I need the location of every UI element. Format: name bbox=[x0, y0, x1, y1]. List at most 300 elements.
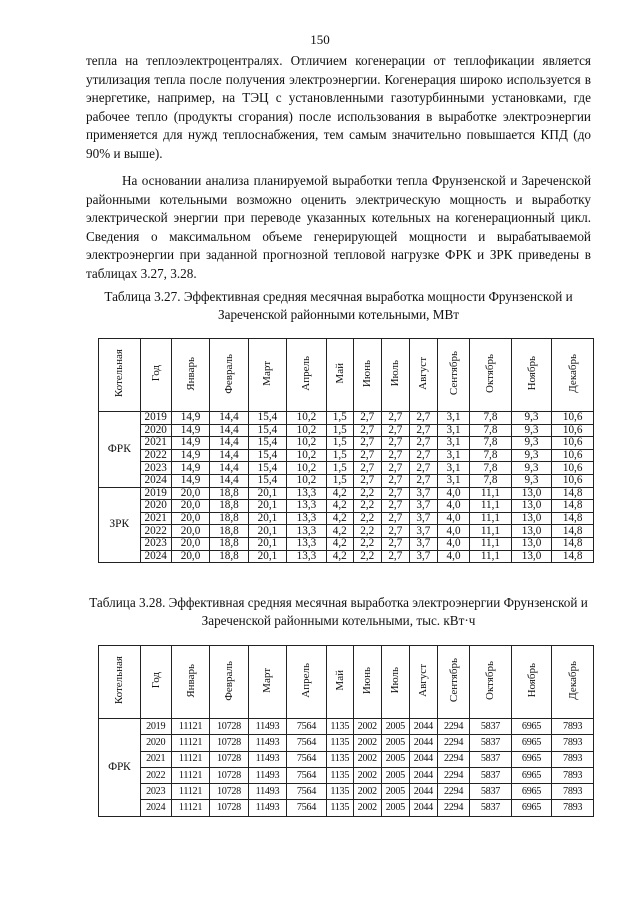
value-cell: 14,4 bbox=[210, 474, 248, 487]
table-3-27-caption: Таблица 3.27. Эффективная средняя месячная выработка мощности Фрунзенской и Зареченской районными котельными, МВт bbox=[104, 289, 573, 322]
value-cell: 20,1 bbox=[248, 525, 286, 538]
value-cell: 1135 bbox=[326, 784, 353, 800]
value-cell: 4,0 bbox=[437, 525, 469, 538]
value-cell: 7,8 bbox=[470, 437, 512, 450]
value-cell: 2,7 bbox=[409, 412, 437, 425]
value-cell: 2,7 bbox=[381, 462, 409, 475]
value-cell: 2044 bbox=[409, 800, 437, 816]
table-row bbox=[99, 735, 594, 751]
value-cell: 1135 bbox=[326, 800, 353, 816]
value-cell: 11,1 bbox=[470, 500, 512, 513]
year-cell: 2024 bbox=[140, 550, 171, 563]
paragraph-cogeneration: тепла на теплоэлектроцентралях. Отличием когенерации от теплофикации является утилизация тепла после получения электроэнергии. Когенерация широко используется в энергетике, например, на ТЭЦ с установленными газотурбинными установками, где рабочее тепло (продукты сгорания) после использования в выработке электроэнергии применяется для нужд теплоснабжения, тем самым значительно повышается КПД (до 90% и выше). bbox=[86, 53, 591, 161]
value-cell: 14,8 bbox=[552, 512, 594, 525]
column-header bbox=[437, 339, 469, 412]
value-cell: 11493 bbox=[248, 751, 286, 767]
value-cell: 14,8 bbox=[552, 525, 594, 538]
boiler-group-label: ФРК bbox=[99, 412, 141, 488]
value-cell: 5837 bbox=[470, 751, 512, 767]
value-cell: 2,7 bbox=[381, 525, 409, 538]
value-cell: 2044 bbox=[409, 751, 437, 767]
value-cell: 2,7 bbox=[353, 449, 381, 462]
value-cell: 10,2 bbox=[287, 437, 327, 450]
value-cell: 2,7 bbox=[409, 449, 437, 462]
column-header-label: Февраль bbox=[222, 353, 235, 394]
year-cell: 2020 bbox=[140, 735, 171, 751]
value-cell: 2002 bbox=[353, 800, 381, 816]
value-cell: 6965 bbox=[511, 735, 552, 751]
value-cell: 4,2 bbox=[326, 512, 353, 525]
value-cell: 2,2 bbox=[353, 537, 381, 550]
column-header-label: Март bbox=[261, 361, 274, 386]
year-cell: 2023 bbox=[140, 537, 171, 550]
value-cell: 2,2 bbox=[353, 487, 381, 500]
value-cell: 10728 bbox=[210, 784, 248, 800]
page-number: 150 bbox=[310, 32, 330, 47]
column-header bbox=[552, 646, 594, 719]
value-cell: 2,2 bbox=[353, 500, 381, 513]
value-cell: 14,8 bbox=[552, 500, 594, 513]
column-header-label: Декабрь bbox=[566, 354, 579, 393]
value-cell: 10,6 bbox=[552, 462, 594, 475]
table-row bbox=[99, 512, 594, 525]
value-cell: 10728 bbox=[210, 719, 248, 735]
value-cell: 20,0 bbox=[171, 500, 209, 513]
paragraph-analysis: На основании анализа планируемой выработки тепла Фрунзенской и Зареченской районными котельными возможно оценить электрическую мощность и выработку электрической энергии при переводе указанных котельных на когенерационный цикл. Сведения о максимальном объеме генерирующей мощности и вырабатываемой электроэнергии при заданной прогнозной тепловой нагрузке ФРК и ЗРК приведены в таблицах 3.27, 3.28. bbox=[86, 173, 591, 281]
column-header bbox=[99, 339, 141, 412]
column-header bbox=[470, 339, 512, 412]
value-cell: 13,3 bbox=[287, 500, 327, 513]
value-cell: 5837 bbox=[470, 719, 512, 735]
value-cell: 4,0 bbox=[437, 537, 469, 550]
value-cell: 5837 bbox=[470, 767, 512, 783]
value-cell: 18,8 bbox=[210, 550, 248, 563]
value-cell: 2,7 bbox=[381, 550, 409, 563]
table-row bbox=[99, 784, 594, 800]
value-cell: 3,7 bbox=[409, 500, 437, 513]
value-cell: 2,2 bbox=[353, 512, 381, 525]
column-header-label: Апрель bbox=[300, 663, 313, 698]
value-cell: 4,2 bbox=[326, 500, 353, 513]
value-cell: 13,0 bbox=[511, 525, 552, 538]
value-cell: 1135 bbox=[326, 767, 353, 783]
column-header bbox=[210, 646, 248, 719]
column-header bbox=[381, 646, 409, 719]
value-cell: 1,5 bbox=[326, 412, 353, 425]
table-row bbox=[99, 412, 594, 425]
table-row bbox=[99, 537, 594, 550]
year-cell: 2021 bbox=[140, 512, 171, 525]
column-header bbox=[248, 646, 286, 719]
value-cell: 2002 bbox=[353, 751, 381, 767]
column-header bbox=[287, 339, 327, 412]
value-cell: 2,7 bbox=[409, 424, 437, 437]
column-header-label: Август bbox=[417, 357, 430, 390]
value-cell: 13,3 bbox=[287, 537, 327, 550]
value-cell: 6965 bbox=[511, 767, 552, 783]
value-cell: 3,7 bbox=[409, 525, 437, 538]
value-cell: 10,6 bbox=[552, 449, 594, 462]
value-cell: 14,8 bbox=[552, 550, 594, 563]
value-cell: 14,4 bbox=[210, 449, 248, 462]
value-cell: 7564 bbox=[287, 784, 327, 800]
value-cell: 10,2 bbox=[287, 462, 327, 475]
value-cell: 11493 bbox=[248, 800, 286, 816]
value-cell: 4,2 bbox=[326, 537, 353, 550]
value-cell: 2002 bbox=[353, 784, 381, 800]
value-cell: 7893 bbox=[552, 800, 594, 816]
value-cell: 15,4 bbox=[248, 437, 286, 450]
value-cell: 2005 bbox=[381, 767, 409, 783]
value-cell: 2,2 bbox=[353, 525, 381, 538]
value-cell: 3,7 bbox=[409, 487, 437, 500]
value-cell: 3,1 bbox=[437, 462, 469, 475]
value-cell: 10,6 bbox=[552, 474, 594, 487]
value-cell: 10728 bbox=[210, 735, 248, 751]
column-header-label: Год bbox=[149, 672, 162, 689]
value-cell: 3,1 bbox=[437, 449, 469, 462]
value-cell: 9,3 bbox=[511, 424, 552, 437]
value-cell: 7,8 bbox=[470, 449, 512, 462]
value-cell: 18,8 bbox=[210, 487, 248, 500]
value-cell: 10,2 bbox=[287, 449, 327, 462]
value-cell: 2294 bbox=[437, 767, 469, 783]
value-cell: 4,2 bbox=[326, 525, 353, 538]
value-cell: 11,1 bbox=[470, 550, 512, 563]
value-cell: 6965 bbox=[511, 784, 552, 800]
value-cell: 7564 bbox=[287, 800, 327, 816]
column-header-label: Котельная bbox=[113, 349, 126, 398]
column-header bbox=[409, 339, 437, 412]
table-row bbox=[99, 437, 594, 450]
column-header-label: Июль bbox=[389, 667, 402, 694]
value-cell: 10,6 bbox=[552, 424, 594, 437]
year-cell: 2021 bbox=[140, 751, 171, 767]
value-cell: 20,0 bbox=[171, 525, 209, 538]
year-cell: 2024 bbox=[140, 800, 171, 816]
column-header-label: Ноябрь bbox=[525, 663, 538, 698]
value-cell: 2005 bbox=[381, 751, 409, 767]
table-3-27-header-row bbox=[99, 339, 594, 412]
value-cell: 2002 bbox=[353, 719, 381, 735]
table-row bbox=[99, 462, 594, 475]
value-cell: 2,2 bbox=[353, 550, 381, 563]
column-header bbox=[99, 646, 141, 719]
value-cell: 4,0 bbox=[437, 500, 469, 513]
value-cell: 2005 bbox=[381, 735, 409, 751]
value-cell: 1135 bbox=[326, 751, 353, 767]
value-cell: 2,7 bbox=[381, 537, 409, 550]
value-cell: 3,7 bbox=[409, 512, 437, 525]
value-cell: 2,7 bbox=[381, 449, 409, 462]
value-cell: 9,3 bbox=[511, 474, 552, 487]
column-header bbox=[171, 646, 209, 719]
table-row bbox=[99, 525, 594, 538]
value-cell: 11493 bbox=[248, 735, 286, 751]
value-cell: 6965 bbox=[511, 719, 552, 735]
value-cell: 11121 bbox=[171, 784, 209, 800]
value-cell: 18,8 bbox=[210, 512, 248, 525]
column-header-label: Сентябрь bbox=[447, 658, 460, 703]
value-cell: 10,6 bbox=[552, 412, 594, 425]
column-header bbox=[210, 339, 248, 412]
value-cell: 14,9 bbox=[171, 412, 209, 425]
value-cell: 20,0 bbox=[171, 537, 209, 550]
table-3-27 bbox=[98, 338, 594, 563]
column-header-label: Май bbox=[333, 670, 346, 691]
value-cell: 2,7 bbox=[353, 437, 381, 450]
value-cell: 2,7 bbox=[381, 487, 409, 500]
value-cell: 7893 bbox=[552, 767, 594, 783]
value-cell: 14,8 bbox=[552, 487, 594, 500]
value-cell: 13,0 bbox=[511, 512, 552, 525]
value-cell: 7,8 bbox=[470, 412, 512, 425]
value-cell: 2294 bbox=[437, 751, 469, 767]
table-3-28-header-row bbox=[99, 646, 594, 719]
value-cell: 7893 bbox=[552, 735, 594, 751]
value-cell: 7564 bbox=[287, 751, 327, 767]
column-header bbox=[552, 339, 594, 412]
value-cell: 1,5 bbox=[326, 474, 353, 487]
value-cell: 2002 bbox=[353, 735, 381, 751]
value-cell: 7,8 bbox=[470, 424, 512, 437]
value-cell: 20,0 bbox=[171, 487, 209, 500]
value-cell: 20,1 bbox=[248, 487, 286, 500]
value-cell: 13,0 bbox=[511, 537, 552, 550]
value-cell: 20,1 bbox=[248, 500, 286, 513]
value-cell: 2,7 bbox=[353, 424, 381, 437]
value-cell: 13,3 bbox=[287, 512, 327, 525]
value-cell: 11,1 bbox=[470, 537, 512, 550]
value-cell: 20,0 bbox=[171, 550, 209, 563]
column-header-label: Июль bbox=[389, 360, 402, 387]
column-header-label: Сентябрь bbox=[447, 351, 460, 396]
value-cell: 10728 bbox=[210, 800, 248, 816]
value-cell: 15,4 bbox=[248, 424, 286, 437]
value-cell: 2005 bbox=[381, 784, 409, 800]
value-cell: 1,5 bbox=[326, 437, 353, 450]
value-cell: 2005 bbox=[381, 719, 409, 735]
value-cell: 14,9 bbox=[171, 424, 209, 437]
value-cell: 2,7 bbox=[409, 474, 437, 487]
value-cell: 2294 bbox=[437, 784, 469, 800]
value-cell: 2044 bbox=[409, 719, 437, 735]
value-cell: 7564 bbox=[287, 735, 327, 751]
value-cell: 1,5 bbox=[326, 424, 353, 437]
table-3-27-body bbox=[99, 412, 594, 563]
value-cell: 5837 bbox=[470, 784, 512, 800]
value-cell: 11493 bbox=[248, 767, 286, 783]
column-header-label: Февраль bbox=[222, 660, 235, 701]
year-cell: 2023 bbox=[140, 784, 171, 800]
value-cell: 13,0 bbox=[511, 500, 552, 513]
value-cell: 14,4 bbox=[210, 424, 248, 437]
value-cell: 2294 bbox=[437, 719, 469, 735]
value-cell: 2044 bbox=[409, 784, 437, 800]
year-cell: 2019 bbox=[140, 412, 171, 425]
table-3-28-caption: Таблица 3.28. Эффективная средняя месячная выработка электроэнергии Фрунзенской и Зареченской районными котельными, тыс. кВт·ч bbox=[89, 595, 588, 628]
column-header-label: Май bbox=[333, 363, 346, 384]
value-cell: 13,3 bbox=[287, 525, 327, 538]
column-header bbox=[171, 339, 209, 412]
value-cell: 14,4 bbox=[210, 462, 248, 475]
value-cell: 2294 bbox=[437, 800, 469, 816]
value-cell: 11121 bbox=[171, 751, 209, 767]
column-header bbox=[381, 339, 409, 412]
value-cell: 15,4 bbox=[248, 412, 286, 425]
value-cell: 13,0 bbox=[511, 487, 552, 500]
boiler-group-label: ФРК bbox=[99, 719, 141, 817]
table-row bbox=[99, 424, 594, 437]
value-cell: 13,3 bbox=[287, 550, 327, 563]
value-cell: 14,8 bbox=[552, 537, 594, 550]
value-cell: 10,2 bbox=[287, 474, 327, 487]
year-cell: 2022 bbox=[140, 525, 171, 538]
value-cell: 15,4 bbox=[248, 474, 286, 487]
value-cell: 4,2 bbox=[326, 550, 353, 563]
table-row bbox=[99, 500, 594, 513]
value-cell: 11121 bbox=[171, 719, 209, 735]
year-cell: 2019 bbox=[140, 487, 171, 500]
value-cell: 10728 bbox=[210, 751, 248, 767]
column-header-label: Октябрь bbox=[484, 661, 497, 700]
value-cell: 14,9 bbox=[171, 474, 209, 487]
value-cell: 15,4 bbox=[248, 449, 286, 462]
column-header bbox=[326, 339, 353, 412]
value-cell: 1,5 bbox=[326, 449, 353, 462]
column-header bbox=[248, 339, 286, 412]
value-cell: 20,1 bbox=[248, 550, 286, 563]
table-row bbox=[99, 487, 594, 500]
column-header-label: Год bbox=[149, 365, 162, 382]
value-cell: 2,7 bbox=[381, 437, 409, 450]
year-cell: 2023 bbox=[140, 462, 171, 475]
value-cell: 11493 bbox=[248, 784, 286, 800]
value-cell: 6965 bbox=[511, 751, 552, 767]
year-cell: 2024 bbox=[140, 474, 171, 487]
column-header bbox=[326, 646, 353, 719]
value-cell: 20,1 bbox=[248, 537, 286, 550]
value-cell: 2,7 bbox=[381, 474, 409, 487]
column-header bbox=[353, 339, 381, 412]
value-cell: 3,7 bbox=[409, 537, 437, 550]
value-cell: 11121 bbox=[171, 767, 209, 783]
value-cell: 7564 bbox=[287, 767, 327, 783]
column-header-label: Март bbox=[261, 668, 274, 693]
table-row bbox=[99, 751, 594, 767]
value-cell: 10728 bbox=[210, 767, 248, 783]
table-row bbox=[99, 474, 594, 487]
value-cell: 2,7 bbox=[353, 412, 381, 425]
column-header bbox=[470, 646, 512, 719]
value-cell: 18,8 bbox=[210, 525, 248, 538]
value-cell: 2044 bbox=[409, 735, 437, 751]
table-3-28-body bbox=[99, 719, 594, 817]
value-cell: 3,7 bbox=[409, 550, 437, 563]
value-cell: 2,7 bbox=[381, 500, 409, 513]
value-cell: 14,4 bbox=[210, 412, 248, 425]
value-cell: 9,3 bbox=[511, 437, 552, 450]
value-cell: 18,8 bbox=[210, 537, 248, 550]
value-cell: 5837 bbox=[470, 735, 512, 751]
value-cell: 4,2 bbox=[326, 487, 353, 500]
value-cell: 11,1 bbox=[470, 487, 512, 500]
value-cell: 14,9 bbox=[171, 449, 209, 462]
value-cell: 10,2 bbox=[287, 412, 327, 425]
value-cell: 5837 bbox=[470, 800, 512, 816]
value-cell: 4,0 bbox=[437, 487, 469, 500]
column-header bbox=[511, 339, 552, 412]
value-cell: 2,7 bbox=[353, 474, 381, 487]
column-header-label: Котельная bbox=[113, 656, 126, 705]
year-cell: 2022 bbox=[140, 449, 171, 462]
column-header bbox=[353, 646, 381, 719]
value-cell: 6965 bbox=[511, 800, 552, 816]
value-cell: 2044 bbox=[409, 767, 437, 783]
value-cell: 7,8 bbox=[470, 462, 512, 475]
value-cell: 20,1 bbox=[248, 512, 286, 525]
value-cell: 2002 bbox=[353, 767, 381, 783]
column-header bbox=[140, 646, 171, 719]
value-cell: 2,7 bbox=[409, 462, 437, 475]
table-row bbox=[99, 550, 594, 563]
value-cell: 18,8 bbox=[210, 500, 248, 513]
year-cell: 2022 bbox=[140, 767, 171, 783]
value-cell: 2005 bbox=[381, 800, 409, 816]
value-cell: 9,3 bbox=[511, 449, 552, 462]
value-cell: 14,9 bbox=[171, 462, 209, 475]
value-cell: 7893 bbox=[552, 719, 594, 735]
column-header bbox=[511, 646, 552, 719]
value-cell: 11121 bbox=[171, 800, 209, 816]
value-cell: 3,1 bbox=[437, 437, 469, 450]
value-cell: 1135 bbox=[326, 719, 353, 735]
column-header bbox=[287, 646, 327, 719]
column-header bbox=[140, 339, 171, 412]
value-cell: 2,7 bbox=[381, 512, 409, 525]
value-cell: 13,0 bbox=[511, 550, 552, 563]
column-header-label: Август bbox=[417, 664, 430, 697]
value-cell: 11,1 bbox=[470, 525, 512, 538]
column-header-label: Январь bbox=[184, 663, 197, 698]
value-cell: 20,0 bbox=[171, 512, 209, 525]
value-cell: 7564 bbox=[287, 719, 327, 735]
year-cell: 2020 bbox=[140, 500, 171, 513]
value-cell: 3,1 bbox=[437, 424, 469, 437]
value-cell: 3,1 bbox=[437, 412, 469, 425]
value-cell: 11121 bbox=[171, 735, 209, 751]
year-cell: 2021 bbox=[140, 437, 171, 450]
column-header-label: Ноябрь bbox=[525, 356, 538, 391]
table-row bbox=[99, 719, 594, 735]
column-header-label: Январь bbox=[184, 356, 197, 391]
year-cell: 2019 bbox=[140, 719, 171, 735]
column-header-label: Июнь bbox=[361, 359, 374, 388]
value-cell: 9,3 bbox=[511, 462, 552, 475]
value-cell: 2,7 bbox=[381, 412, 409, 425]
value-cell: 9,3 bbox=[511, 412, 552, 425]
value-cell: 14,9 bbox=[171, 437, 209, 450]
value-cell: 7,8 bbox=[470, 474, 512, 487]
value-cell: 4,0 bbox=[437, 512, 469, 525]
column-header bbox=[437, 646, 469, 719]
value-cell: 3,1 bbox=[437, 474, 469, 487]
table-row bbox=[99, 767, 594, 783]
boiler-group-label: ЗРК bbox=[99, 487, 141, 563]
value-cell: 10,2 bbox=[287, 424, 327, 437]
value-cell: 14,4 bbox=[210, 437, 248, 450]
table-row bbox=[99, 449, 594, 462]
